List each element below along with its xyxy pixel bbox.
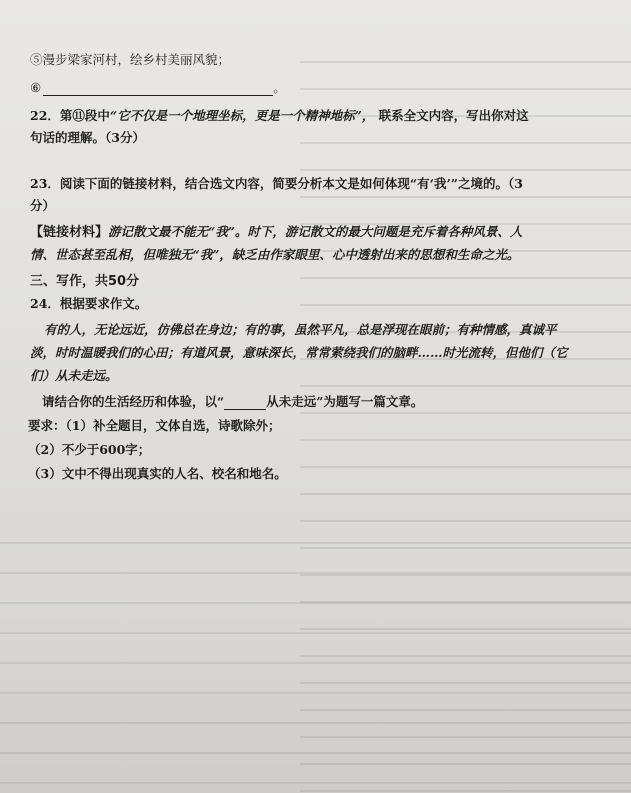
- question-22-line1: [30, 108, 529, 124]
- question-23-line1: 23．阅读下面的链接材料，结合选文内容，简要分析本文是如何体现“有‘我’”之境的。（3: [30, 176, 523, 191]
- link-material-label: 【链接材料】: [30, 225, 109, 240]
- requirement-3: （3）文中不得出现真实的人名、校名和地名。: [28, 466, 287, 481]
- bleed-through-text-lower: [0, 520, 631, 793]
- item-6: [30, 80, 286, 96]
- bleed-through-text: [300, 40, 631, 793]
- link-material-text1: 游记散文最不能无“我”。时下，游记散文的最大问题是充斥着各种风景、人: [108, 224, 523, 239]
- item-6-period: 。: [273, 80, 286, 95]
- title-blank[interactable]: [224, 397, 266, 410]
- q22-quote: “它不仅是一个地理坐标，更是一个精神地标”，: [109, 108, 375, 123]
- title-prompt-prefix: 请结合你的生活经历和体验，以“: [42, 394, 225, 409]
- item-5: ⑤漫步梁家河村，绘乡村美丽风貌；: [30, 52, 231, 67]
- link-material-line2: 情、世态甚至乱相，但唯独无“我”，缺乏由作家眼里、心中透射出来的思想和生命之光。: [30, 247, 520, 262]
- title-prompt-suffix: 从未走远”为题写一篇文章。: [266, 394, 424, 409]
- answer-blank-6[interactable]: [43, 83, 273, 96]
- q22-number: 22．第⑪段中: [30, 108, 110, 123]
- question-24-line1: 24．根据要求作文。: [30, 296, 148, 311]
- q22-instruction: 联系全文内容，写出你对这: [374, 108, 529, 123]
- requirement-1: 要求：（1）补全题目，文体自选，诗歌除外；: [28, 418, 281, 433]
- essay-prompt-p1: 有的人，无论远近，仿佛总在身边；有的事，虽然平凡，总是浮现在眼前；有种情感，真诚平: [44, 322, 557, 337]
- section-3-title: 三、写作，共50分: [30, 274, 140, 289]
- essay-prompt-p2: 淡，时时温暖我们的心田；有道风景，意味深长，常常萦绕我们的脑畔……时光流转，但他们（它: [30, 345, 568, 360]
- question-23-line2: 分）: [30, 198, 56, 213]
- essay-title-prompt: [42, 394, 423, 410]
- question-22-line2: 句话的理解。（3分）: [30, 130, 145, 145]
- requirement-2: （2）不少于600字；: [28, 442, 151, 457]
- link-material-line1: [30, 224, 522, 241]
- essay-prompt-p3: 们）从未走远。: [30, 368, 118, 383]
- item-6-number: ⑥: [30, 80, 42, 95]
